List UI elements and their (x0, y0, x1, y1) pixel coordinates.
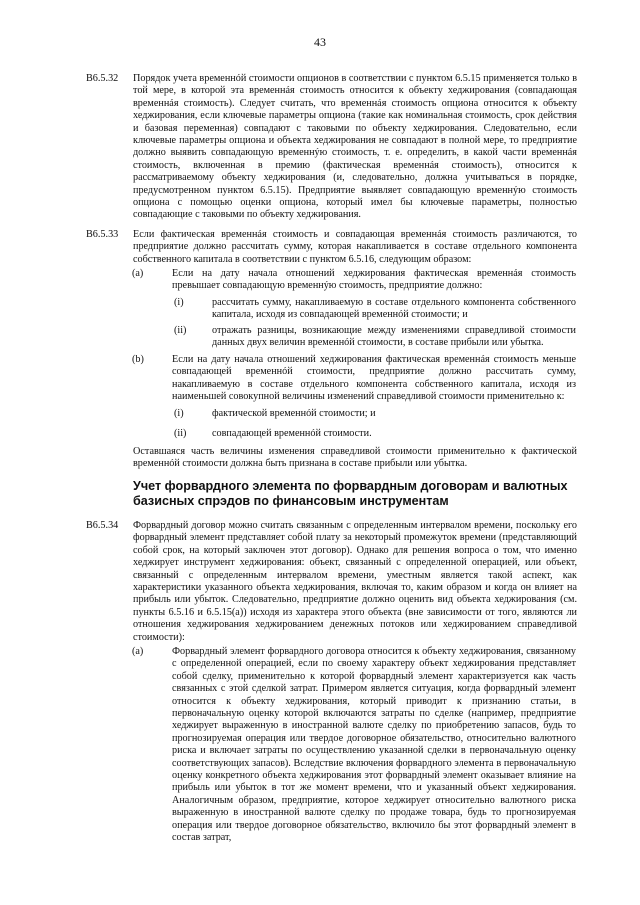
item-a-text: Если на дату начала отношений хеджирования фактическая временнáя стоимость превышает совпадающую временнýю стоимость, предприятие должно: (172, 268, 576, 292)
item-b-label: (b) (132, 354, 144, 365)
paragraph-b6533-remainder: Оставшаяся часть величины изменения справедливой стоимости применительно к фактической временнóй стоимости должна быть признана в составе прибыли или убытка. (133, 446, 577, 470)
subitem-b-i-text: фактической временнóй стоимости; и (212, 408, 376, 419)
subitem-a-i-label: (i) (174, 297, 184, 308)
item-a-label: (a) (132, 268, 144, 279)
paragraph-number-b6533: B6.5.33 (86, 229, 119, 240)
subitem-a-i-text: рассчитать сумму, накапливаемую в составе отдельного компонента собственного капитала, исходя из совпадающей временнóй стоимости; и (212, 297, 576, 321)
item-b-text: Если на дату начала отношений хеджирования фактическая временнáя стоимость меньше совпадающей временнóй стоимости, предприятие должно рассчитать сумму, накапливаемую в составе отдельного компонента собственного капитала, исходя из наименьшей совокупной величины изменений справедливой стоимости применительно к: (172, 354, 576, 403)
subitem-b-ii-text: совпадающей временнóй стоимости. (212, 428, 372, 439)
paragraph-number-b6532: B6.5.32 (86, 73, 119, 84)
paragraph-number-b6534: B6.5.34 (86, 520, 119, 531)
page-number: 43 (314, 35, 326, 49)
paragraph-b6534-text: Форвардный договор можно считать связанным с определенным интервалом времени, поскольку его форвардный элемент представляет собой плату за некоторый промежуток времени (представляющий собой срок, на который заключен этот договор). Однако для решения вопроса о том, что именно хеджирует инструмент хеджирования: объект, связанный с определенной операцией, или объект, связанный с определенным интервалом времени, уместным является такой аспект, как характеристики указанного объекта хеджирования, включая то, каким образом и когда он влияет на прибыль или убыток. Следовательно, предприятие должно оценить вид объекта хеджирования (см. пункты 6.5.16 и 6.5.15(a)) исходя из характера этого объекта (вне зависимости от того, являются ли отношения хеджирования хеджированием денежных потоков или хеджированием справедливой стоимости): (133, 520, 577, 643)
item-b6534-a-text: Форвардный элемент форвардного договора относится к объекту хеджирования, связанному с определенной операцией, если по своему характеру объект хеджирования представляет собой сделку, применительно к которой форвардный элемент характеризуется как часть связанных с этой сделкой затрат. Примером является ситуация, когда форвардный элемент относится к объекту хеджирования, который приводит к признанию статьи, в первоначальную оценку которой включаются затраты по сделке (например, предприятие хеджирует выраженную в иностранной валюте сделку по приобретению запасов, будь то прогнозируемая операция или твердое договорное обязательство, относительно валютного риска и включает затраты по осуществлению указанной сделки в первоначальную оценку соответствующих запасов). Вследствие включения форвардного элемента в первоначальную оценку конкретного объекта хеджирования этот форвардный элемент оказывает влияние на прибыль или убыток в тот же момент времени, что и указанный объект хеджирования. Аналогичным образом, предприятие, которое хеджирует относительно валютного риска выраженную в иностранной валюте сделку по продаже товара, будь то прогнозируемая операция или твердое договорное обязательство, включило бы этот форвардный элемент в состав затрат, (172, 646, 576, 844)
paragraph-b6533-text: Если фактическая временнáя стоимость и совпадающая временнáя стоимость различаются, то предприятие должно рассчитать сумму, которая накапливается в составе отдельного компонента собственного капитала в соответствии с пунктом 6.5.16, следующим образом: (133, 229, 577, 265)
paragraph-b6532-text: Порядок учета временнóй стоимости опционов в соответствии с пунктом 6.5.15 применяется только в той мере, в которой эта временнáя стоимость относится к объекту хеджирования (совпадающая временнáя стоимость). Следует считать, что временнáя стоимость опциона относится к объекту хеджирования, если ключевые параметры опциона (такие как номинальная стоимость, срок действия и базовая переменная) совпадают с таковыми по объекту хеджирования. Следовательно, если ключевые параметры опциона и объекта хеджирования не совпадают в полной мере, то предприятие должно выявить совпадающую временнýю стоимость, т. е. определить, в какой части временнáя стоимость, включенная в премию (фактическая временнáя стоимость), относится к рассматриваемому объекту хеджирования (и, следовательно, должна учитываться в порядке, предусмотренном пунктом 6.5.15). Предприятие выявляет совпадающую временнýю стоимость опциона с помощью оценки опциона, который имел бы ключевые параметры, полностью совпадающие с таковыми по объекту хеджирования. (133, 73, 577, 221)
subitem-b-i-label: (i) (174, 408, 184, 419)
subitem-a-ii-text: отражать разницы, возникающие между изменениями справедливой стоимости данных двух величин временнóй стоимости, в составе прибыли или убытка. (212, 325, 576, 349)
subitem-a-ii-label: (ii) (174, 325, 187, 336)
subitem-b-ii-label: (ii) (174, 428, 187, 439)
section-heading: Учет форвардного элемента по форвардным договорам и валютных базисных спрэдов по финансовым инструментам (133, 479, 568, 508)
item-b6534-a-label: (a) (132, 646, 144, 657)
